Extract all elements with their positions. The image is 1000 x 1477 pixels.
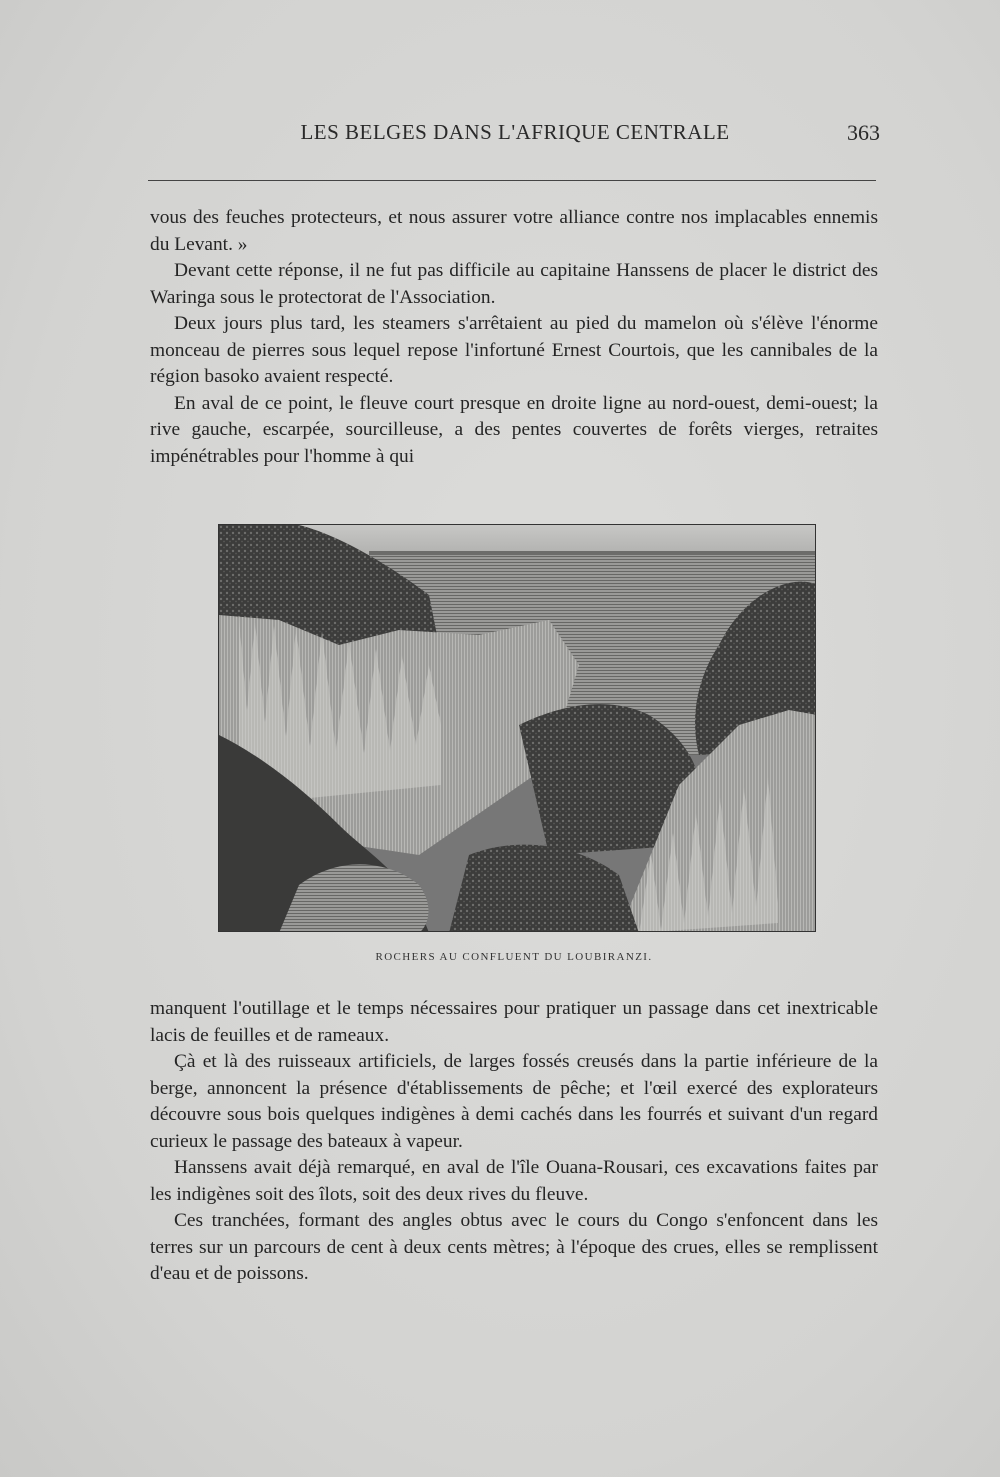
paragraph: Devant cette réponse, il ne fut pas difficile au capitaine Hanssens de placer le district des Waringa sous le protectorat de l'Association.	[150, 260, 878, 308]
body-text-top	[150, 205, 878, 470]
rocky-cliffs-engraving	[219, 525, 816, 932]
paragraph: En aval de ce point, le fleuve court presque en droite ligne au nord-ouest, demi-ouest; la rive gauche, escarpée, sourcilleuse, a des pentes couvertes de forêts vierges, retraites impénétrables pour l'homme à qui	[150, 392, 878, 467]
body-text-bottom	[150, 996, 878, 1288]
page-number: 363	[847, 120, 880, 145]
figure-caption: ROCHERS AU CONFLUENT DU LOUBIRANZI.	[375, 951, 653, 963]
header-rule	[148, 180, 876, 181]
running-head	[150, 120, 880, 152]
running-title: LES BELGES DANS L'AFRIQUE CENTRALE	[300, 120, 730, 144]
paragraph: Çà et là des ruisseaux artificiels, de larges fossés creusés dans la partie inférieure de la berge, annoncent la présence d'établissements de pêche; et l'œil exercé des explorateurs découvre sous bois quelques indigènes à demi cachés dans les fourrés et suivant d'un regard curieux le passage des bateaux à vapeur.	[150, 1051, 878, 1152]
paragraph: vous des feuches protecteurs, et nous assurer votre alliance contre nos implacables ennemis du Levant. »	[150, 207, 878, 255]
paragraph: Deux jours plus tard, les steamers s'arrêtaient au pied du mamelon où s'élève l'énorme monceau de pierres sous lequel repose l'infortuné Ernest Courtois, que les cannibales de la région basoko avaient respecté.	[150, 313, 878, 387]
paragraph: Ces tranchées, formant des angles obtus avec le cours du Congo s'enfoncent dans les terres sur un parcours de cent à deux cents mètres; à l'époque des crues, elles se remplissent d'eau et de poissons.	[150, 1210, 878, 1284]
paragraph: Hanssens avait déjà remarqué, en aval de l'île Ouana-Rousari, ces excavations faites par les indigènes soit des îlots, soit des deux rives du fleuve.	[150, 1157, 878, 1205]
paragraph: manquent l'outillage et le temps nécessaires pour pratiquer un passage dans cet inextricable lacis de feuilles et de rameaux.	[150, 998, 878, 1046]
engraving-illustration	[218, 524, 816, 932]
